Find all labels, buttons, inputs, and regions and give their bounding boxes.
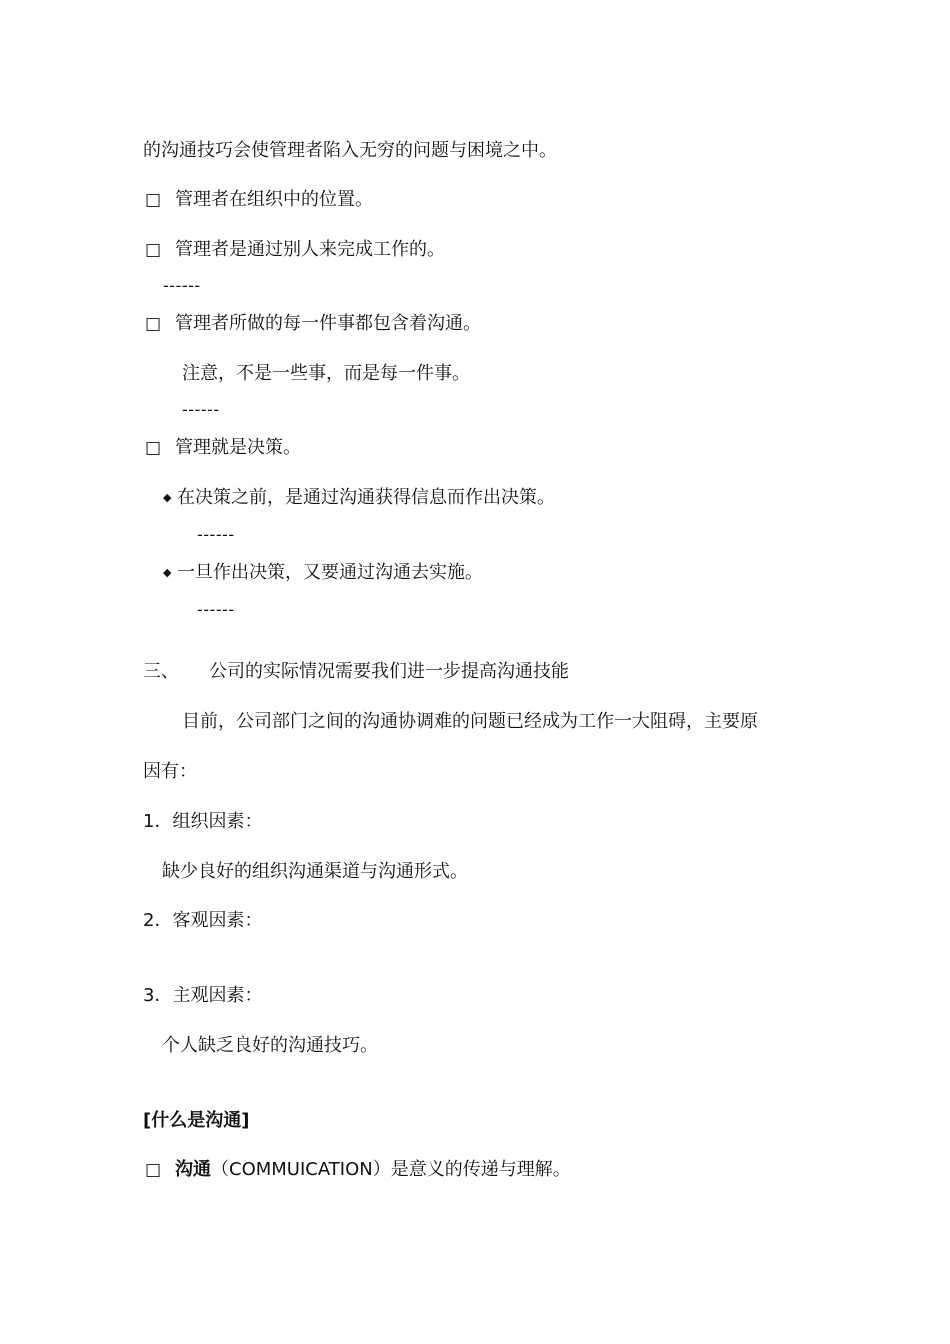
- square-bullet-icon: □: [145, 1160, 162, 1180]
- bullet-item: [145, 189, 373, 211]
- bullet-item: [145, 313, 481, 335]
- square-bullet-icon: □: [145, 240, 162, 260]
- section-title: 公司的实际情况需要我们进一步提高沟通技能: [209, 661, 569, 682]
- bullet-text: 管理者是通过别人来完成工作的。: [175, 239, 445, 260]
- dash-placeholder: ------: [163, 276, 201, 295]
- diamond-bullet-icon: ◆: [163, 566, 172, 579]
- diamond-item: [163, 562, 483, 584]
- definition-item: [145, 1159, 571, 1181]
- section-number: 三、: [143, 661, 179, 682]
- factor-label: 1．组织因素：: [143, 811, 263, 832]
- diamond-bullet-icon: ◆: [163, 491, 172, 504]
- factor-description: 个人缺乏良好的沟通技巧。: [162, 1035, 378, 1056]
- factor-description: 缺少良好的组织沟通渠道与沟通形式。: [162, 861, 468, 882]
- paragraph-line: 的沟通技巧会使管理者陷入无穷的问题与困境之中。: [143, 140, 557, 161]
- square-bullet-icon: □: [145, 190, 162, 210]
- factor-label: 3．主观因素：: [143, 985, 263, 1006]
- dash-placeholder: ------: [197, 600, 235, 619]
- dash-placeholder: ------: [182, 400, 220, 419]
- bullet-item: [145, 437, 301, 459]
- paragraph-line: 因有：: [143, 761, 197, 782]
- diamond-text: 在决策之前，是通过沟通获得信息而作出决策。: [177, 487, 555, 508]
- paragraph-line: 目前，公司部门之间的沟通协调难的问题已经成为工作一大阻碍，主要原: [182, 711, 758, 732]
- diamond-item: [163, 487, 555, 509]
- note-text: 注意，不是一些事，而是每一件事。: [182, 363, 470, 384]
- bullet-item: [145, 239, 445, 261]
- bullet-text: 管理就是决策。: [175, 437, 301, 458]
- section-heading: [143, 661, 569, 683]
- definition-text: （COMMUICATION）是意义的传递与理解。: [211, 1159, 571, 1180]
- square-bullet-icon: □: [145, 314, 162, 334]
- definition-term: 沟通: [175, 1159, 211, 1180]
- bullet-text: 管理者在组织中的位置。: [175, 189, 373, 210]
- diamond-text: 一旦作出决策，又要通过沟通去实施。: [177, 562, 483, 583]
- dash-placeholder: ------: [197, 525, 235, 544]
- bullet-text: 管理者所做的每一件事都包含着沟通。: [175, 313, 481, 334]
- square-bullet-icon: □: [145, 438, 162, 458]
- factor-label: 2．客观因素：: [143, 910, 263, 931]
- section-heading-bracketed: [什么是沟通]: [143, 1110, 250, 1131]
